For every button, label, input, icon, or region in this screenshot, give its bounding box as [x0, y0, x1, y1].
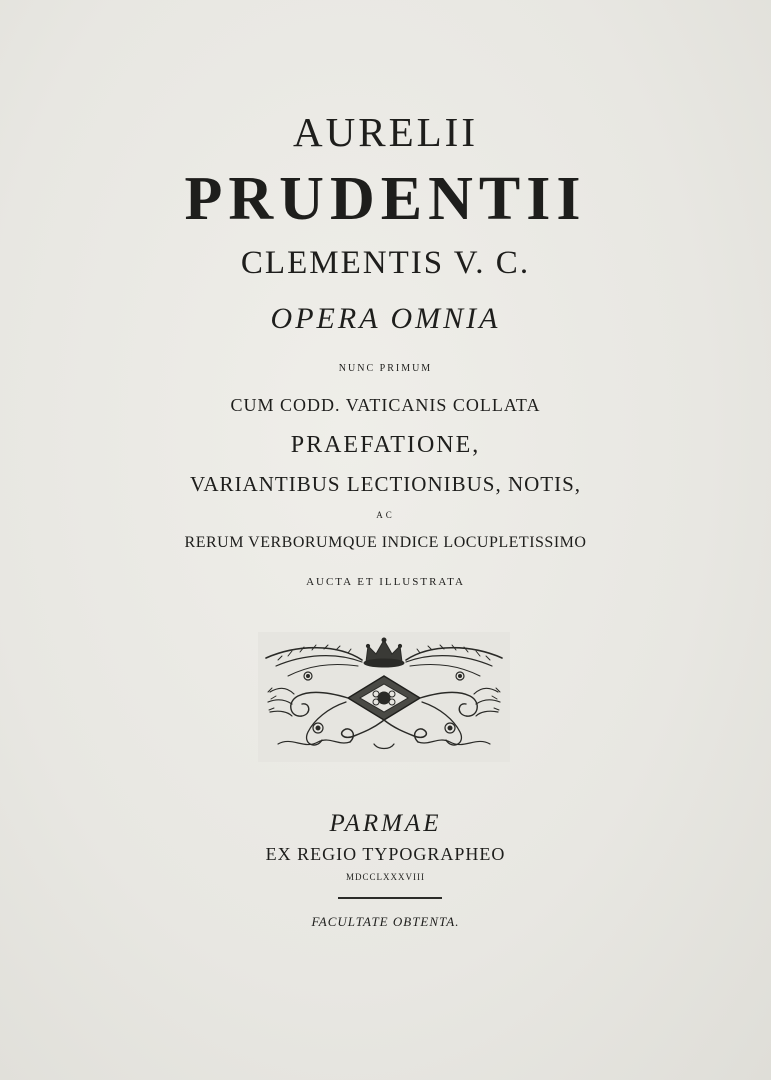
line-codd-vaticanis: CUM CODD. VATICANIS COLLATA: [230, 395, 541, 415]
line-rerum-indice: RERUM VERBORUMQUE INDICE LOCUPLETISSIMO: [184, 534, 587, 551]
author-cognomen: CLEMENTIS V. C.: [240, 245, 531, 281]
imprint-city: PARMAE: [329, 810, 442, 837]
imprint-permission: FACULTATE OBTENTA.: [311, 914, 460, 929]
divider-rule: [338, 897, 442, 899]
author-praenomen: AURELII: [293, 109, 478, 155]
work-title: OPERA OMNIA: [270, 302, 501, 335]
line-ac: AC: [376, 510, 395, 520]
crown-ornament-icon: [258, 632, 510, 762]
line-aucta: AUCTA ET ILLUSTRATA: [306, 576, 465, 588]
line-praefatione: PRAEFATIONE,: [290, 432, 481, 458]
imprint-printer: EX REGIO TYPOGRAPHEO: [265, 844, 506, 864]
author-nomen: PRUDENTII: [184, 165, 587, 233]
line-nunc-primum: NUNC PRIMUM: [338, 363, 433, 374]
imprint-year: MDCCLXXXVIII: [346, 872, 425, 882]
line-variantibus: VARIANTIBUS LECTIONIBUS, NOTIS,: [189, 472, 582, 496]
